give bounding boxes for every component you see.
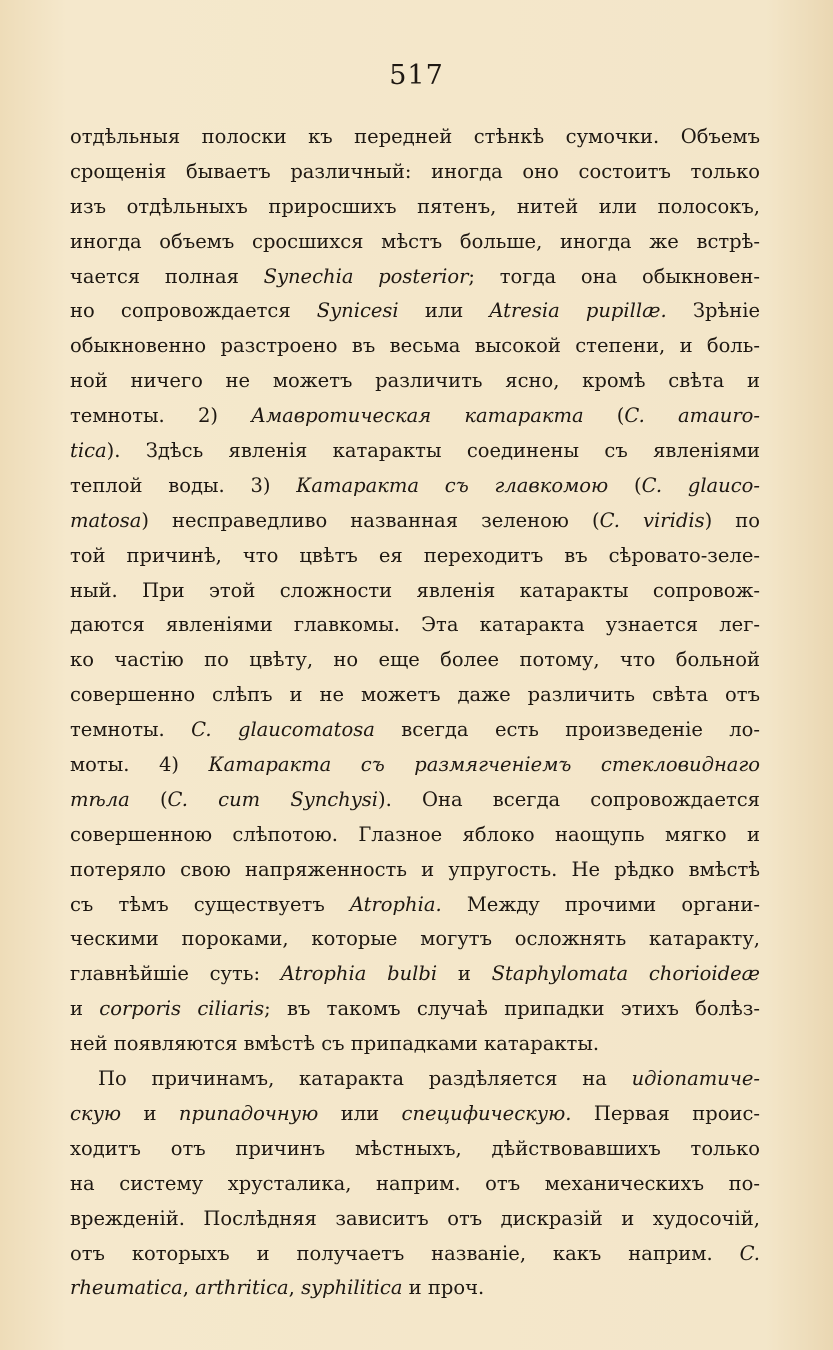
text-line <box>70 643 760 678</box>
text-segment: темноты. <box>70 718 192 742</box>
text-segment: на систему хрусталика, наприм. отъ механическихъ по- <box>70 1171 760 1195</box>
text-line <box>70 469 760 504</box>
italic-term: corporis ciliaris <box>99 997 265 1021</box>
italic-term: C. viridis <box>599 508 705 532</box>
italic-term: Амавротическая катаракта <box>251 404 584 428</box>
text-line <box>70 260 760 295</box>
text-segment: и <box>121 1101 179 1125</box>
text-segment: и проч. <box>402 1276 485 1300</box>
text-line <box>70 957 760 992</box>
text-segment: потеряло свою напряженность и упругость. Не рѣдко вмѣстѣ <box>70 857 760 881</box>
text-segment: отдѣльныя полоски къ передней стѣнкѣ сумочки. Объемъ <box>70 125 760 148</box>
text-segment: По причинамъ, катаракта раздѣляется на <box>98 1067 632 1091</box>
text-line <box>70 120 760 155</box>
text-segment: ко частію по цвѣту, но еще более потому, что больной <box>70 648 760 672</box>
text-segment: иногда объемъ сросшихся мѣстъ больше, иногда же встрѣ- <box>70 229 760 253</box>
text-line <box>70 434 760 469</box>
text-segment: но сопровождается <box>70 299 317 323</box>
text-line <box>70 294 760 329</box>
text-line <box>70 574 760 609</box>
text-line <box>70 888 760 923</box>
text-line <box>70 713 760 748</box>
text-segment: чается полная <box>70 264 264 288</box>
body-text <box>70 120 760 1306</box>
italic-term: Staphylomata chorioideæ <box>491 962 760 986</box>
italic-term: matosa <box>70 508 142 532</box>
italic-term: Atrophia. <box>349 892 442 916</box>
text-segment: ). Здѣсь явленія катаракты соединены съ явленіями <box>106 439 760 463</box>
italic-term: Катаракта съ главкомою <box>296 473 609 497</box>
text-line <box>70 364 760 399</box>
text-line <box>70 504 760 539</box>
text-line <box>70 155 760 190</box>
text-line <box>70 748 760 783</box>
text-segment: изъ отдѣльныхъ приросшихъ пятенъ, нитей или полосокъ, <box>70 194 760 218</box>
italic-term: C. glaucomatosa <box>191 718 375 742</box>
text-line <box>70 783 760 818</box>
text-line <box>70 922 760 957</box>
italic-term: специфическую. <box>401 1101 572 1125</box>
text-segment: ной ничего не можетъ различить ясно, кромѣ свѣта и <box>70 369 760 393</box>
text-line <box>70 1202 760 1237</box>
italic-term: скую <box>70 1101 122 1125</box>
italic-term: C. cum Synchysi <box>167 787 378 811</box>
text-segment: ходитъ отъ причинъ мѣстныхъ, дѣйствовавшихъ только <box>70 1136 760 1160</box>
text-line <box>70 1062 760 1097</box>
text-segment: всегда есть произведеніе ло- <box>374 718 761 742</box>
italic-term: rheumatica <box>70 1276 183 1300</box>
text-segment: даются явленіями главкомы. Эта катаракта узнается лег- <box>70 613 760 637</box>
text-segment: , <box>182 1276 196 1300</box>
italic-term: Катаракта съ размягченіемъ стекловиднаго <box>208 753 761 777</box>
text-segment: ней появляются вмѣстѣ съ припадками катаракты. <box>70 1032 600 1056</box>
italic-term: syphilitica <box>301 1276 403 1300</box>
text-segment: ческими пороками, которые могутъ осложнять катаракту, <box>70 927 760 951</box>
italic-term: C. amauro- <box>624 404 760 428</box>
text-line <box>70 1237 760 1272</box>
text-line <box>70 1271 760 1306</box>
text-segment: ) несправедливо названная зеленою ( <box>141 508 600 532</box>
text-line <box>70 539 760 574</box>
text-segment: срощенія бываетъ различный: иногда оно состоитъ только <box>70 159 760 183</box>
text-line <box>70 1167 760 1202</box>
text-line <box>70 992 760 1027</box>
text-segment: теплой воды. 3) <box>70 473 297 497</box>
text-line <box>70 399 760 434</box>
italic-term: tica <box>70 439 107 463</box>
italic-term: arthritica <box>195 1276 289 1300</box>
page-number: 517 <box>389 60 444 91</box>
text-line <box>70 329 760 364</box>
text-line <box>70 1027 760 1062</box>
italic-term: Synechia posterior <box>263 264 469 288</box>
text-segment: и <box>70 997 100 1021</box>
italic-term: C. <box>739 1241 760 1265</box>
text-segment: ( <box>129 787 168 811</box>
italic-term: Synicesi <box>316 299 399 323</box>
text-segment: , <box>288 1276 302 1300</box>
text-segment: съ тѣмъ существуетъ <box>70 892 350 916</box>
text-segment: или <box>398 299 490 323</box>
italic-term: тѣла <box>70 787 130 811</box>
text-line <box>70 818 760 853</box>
text-segment: Между прочими органи- <box>441 892 760 916</box>
text-segment: обыкновенно разстроено въ весьма высокой степени, и боль- <box>70 334 760 358</box>
text-line <box>70 853 760 888</box>
text-segment: совершенною слѣпотою. Глазное яблоко наощупь мягко и <box>70 822 760 846</box>
italic-term: идіопатиче- <box>631 1067 760 1091</box>
text-segment: Первая проис- <box>571 1101 760 1125</box>
text-line <box>70 1097 760 1132</box>
text-segment: Зрѣніе <box>666 299 760 323</box>
italic-term: Atrophia bulbi <box>280 962 438 986</box>
text-segment: ) по <box>704 508 760 532</box>
italic-term: Atresia pupillæ. <box>489 299 667 323</box>
text-segment: врежденій. Послѣдняя зависитъ отъ дискразій и худосочій, <box>70 1206 760 1230</box>
text-segment: той причинѣ, что цвѣтъ ея переходитъ въ сѣровато-зеле- <box>70 543 760 567</box>
text-line <box>70 1132 760 1167</box>
text-line <box>70 190 760 225</box>
text-segment: ( <box>608 473 642 497</box>
text-segment: отъ которыхъ и получаетъ названіе, какъ наприм. <box>70 1241 740 1265</box>
text-segment: моты. 4) <box>70 753 209 777</box>
text-segment: ; въ такомъ случаѣ припадки этихъ болѣз- <box>264 997 760 1021</box>
text-segment: темноты. 2) <box>70 404 252 428</box>
text-line <box>70 608 760 643</box>
text-segment: ; тогда она обыкновен- <box>468 264 761 288</box>
text-segment: и <box>437 962 492 986</box>
text-segment: ный. При этой сложности явленія катаракты сопровож- <box>70 578 760 602</box>
text-segment: совершенно слѣпъ и не можетъ даже различить свѣта отъ <box>70 683 760 707</box>
text-line <box>70 225 760 260</box>
text-segment: или <box>318 1101 402 1125</box>
italic-term: C. glauco- <box>641 473 760 497</box>
text-line <box>70 678 760 713</box>
text-segment: ). Она всегда сопровождается <box>378 787 760 811</box>
italic-term: припадочную <box>178 1101 319 1125</box>
text-segment: ( <box>583 404 625 428</box>
text-segment: главнѣйшіе суть: <box>70 962 281 986</box>
